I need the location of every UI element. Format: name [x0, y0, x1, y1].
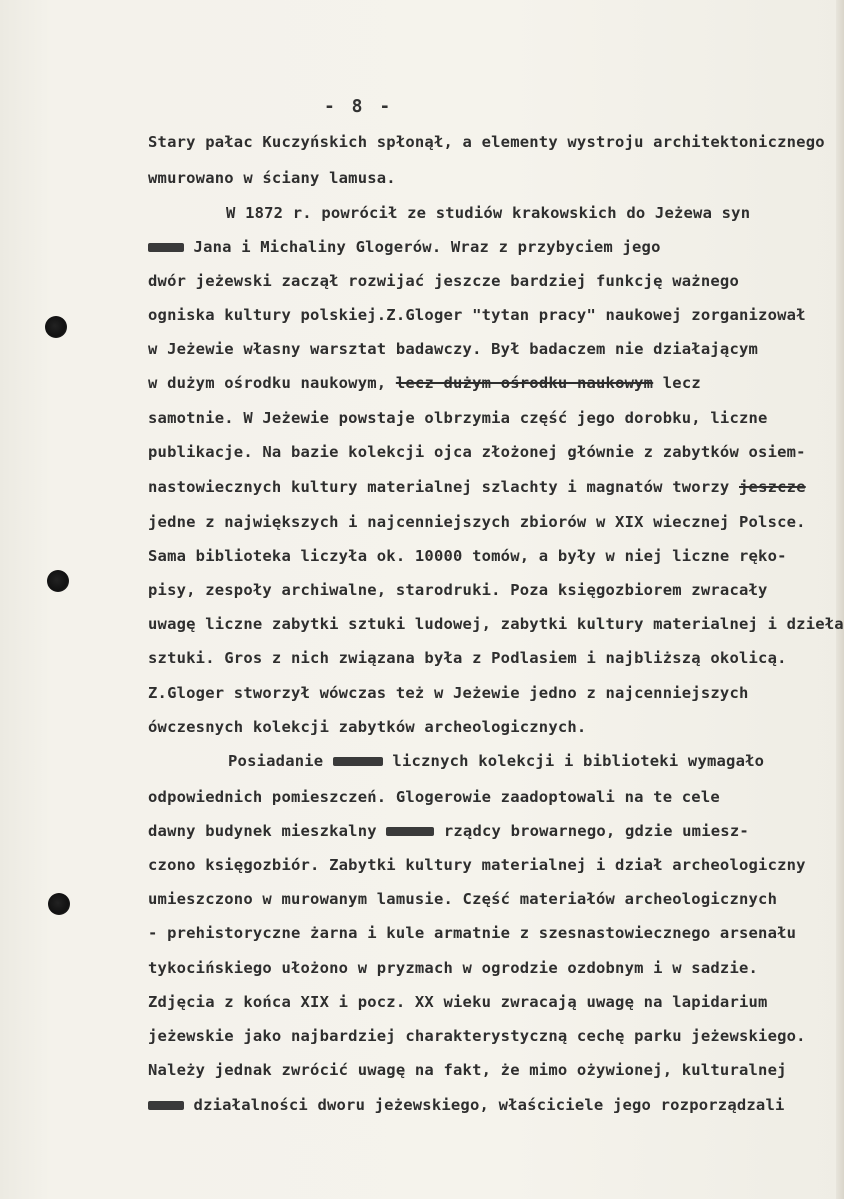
- text-line: Zdjęcia z końca XIX i pocz. XX wieku zwracają uwagę na lapidarium: [148, 993, 768, 1011]
- struck-text: jeszcze: [739, 478, 806, 496]
- text-line: dwór jeżewski zaczął rozwijać jeszcze bardziej funkcję ważnego: [148, 272, 739, 290]
- text-line: publikacje. Na bazie kolekcji ojca złożonej głównie z zabytków osiem-: [148, 443, 806, 461]
- text-line: W 1872 r. powrócił ze studiów krakowskich do Jeżewa syn: [226, 204, 751, 222]
- paper-edge: [836, 0, 844, 1199]
- line-text: nastowiecznych kultury materialnej szlachty i magnatów tworzy: [148, 478, 730, 496]
- punch-hole: [45, 316, 67, 338]
- line-text: w dużym ośrodku naukowym,: [148, 374, 387, 392]
- page-number: - 8 -: [324, 96, 394, 117]
- text-line: tykocińskiego ułożono w pryzmach w ogrodzie ozdobnym i w sadzie.: [148, 959, 759, 977]
- text-line: jedne z największych i najcenniejszych zbiorów w XIX wiecznej Polsce.: [148, 513, 806, 531]
- text-line: [228, 751, 764, 771]
- line-text: działalności dworu jeżewskiego, właściciele jego rozporządzali: [193, 1096, 785, 1114]
- text-line: - prehistoryczne żarna i kule armatnie z szesnastowiecznego arsenału: [148, 924, 797, 942]
- crossed-out-word: [148, 243, 184, 252]
- line-text: licznych kolekcji i biblioteki wymagało: [392, 752, 765, 770]
- crossed-out-word: [386, 827, 434, 836]
- line-text: dawny budynek mieszkalny: [148, 822, 377, 840]
- text-line: ogniska kultury polskiej.Z.Gloger "tytan pracy" naukowej zorganizował: [148, 306, 806, 324]
- text-line: uwagę liczne zabytki sztuki ludowej, zabytki kultury materialnej i dzieła: [148, 615, 844, 633]
- text-line: [148, 821, 749, 841]
- text-line: Sama biblioteka liczyła ok. 10000 tomów, a były w niej liczne ręko-: [148, 547, 787, 565]
- line-text: Posiadanie: [228, 752, 324, 770]
- text-line: Należy jednak zwrócić uwagę na fakt, że mimo ożywionej, kulturalnej: [148, 1061, 787, 1079]
- text-line: [148, 1095, 785, 1115]
- text-line: umieszczono w murowanym lamusie. Część materiałów archeologicznych: [148, 890, 778, 908]
- text-line: jeżewskie jako najbardziej charakterystyczną cechę parku jeżewskiego.: [148, 1027, 806, 1045]
- text-line: sztuki. Gros z nich związana była z Podlasiem i najbliższą okolicą.: [148, 649, 787, 667]
- text-line: wmurowano w ściany lamusa.: [148, 169, 396, 187]
- text-line: odpowiednich pomieszczeń. Glogerowie zaadoptowali na te cele: [148, 788, 720, 806]
- text-line: [148, 477, 806, 497]
- line-text: rządcy browarnego, gdzie umiesz-: [443, 822, 749, 840]
- text-line: [148, 373, 701, 393]
- text-line: czono księgozbiór. Zabytki kultury materialnej i dział archeologiczny: [148, 856, 806, 874]
- text-line: w Jeżewie własny warsztat badawczy. Był badaczem nie działającym: [148, 340, 759, 358]
- crossed-out-word: [333, 757, 383, 766]
- text-line: Z.Gloger stworzył wówczas też w Jeżewie jedno z najcenniejszych: [148, 684, 749, 702]
- punch-hole: [47, 570, 69, 592]
- text-line: pisy, zespoły archiwalne, starodruki. Poza księgozbiorem zwracały: [148, 581, 768, 599]
- crossed-out-word: [148, 1101, 184, 1110]
- punch-hole: [48, 893, 70, 915]
- text-line: Stary pałac Kuczyńskich spłonął, a elementy wystroju architektonicznego: [148, 133, 825, 151]
- line-text: lecz: [662, 374, 701, 392]
- text-line: ówczesnych kolekcji zabytków archeologicznych.: [148, 718, 587, 736]
- line-text: Jana i Michaliny Glogerów. Wraz z przybyciem jego: [193, 238, 661, 256]
- text-line: samotnie. W Jeżewie powstaje olbrzymia część jego dorobku, liczne: [148, 409, 768, 427]
- text-line: [148, 237, 661, 257]
- struck-text: lecz dużym ośrodku naukowym: [395, 374, 654, 392]
